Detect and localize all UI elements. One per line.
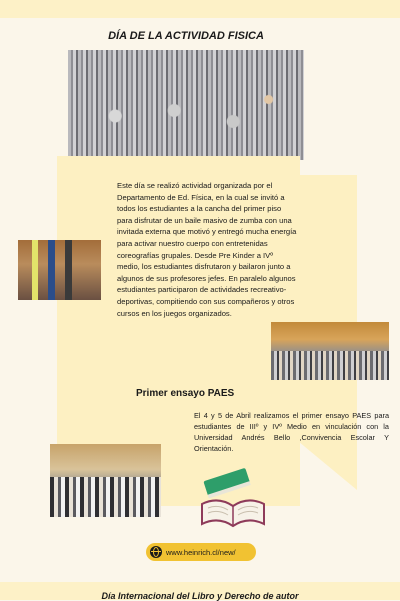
students-patio-photo <box>271 322 389 380</box>
paes-description: El 4 y 5 de Abril realizamos el primer ensayo PAES para estudiantes de IIIº y IVº Medio en vinculación con la Universidad Andrés Bello ,Convivencia Escolar Y Orientación. <box>194 411 389 453</box>
next-section-title: Día Internacional del Libro y Derecho de autor <box>101 591 299 601</box>
paes-section-title: Primer ensayo PAES <box>136 388 235 399</box>
top-band <box>0 0 400 18</box>
globe-icon <box>150 546 162 558</box>
dance-instructors-photo <box>18 240 101 300</box>
activity-description: Este día se realizó actividad organizada por el Departamento de Ed. Física, en la cual se invitó a todos los estudiantes a la cancha del primer piso para disfrutar de un baile masivo de zumba con una invitada externa que motivó y entregó mucha energía para activar nuestro cuerpo con entretenidas coreografías grupales. Desde Pre Kinder a IVº medio, los estudiantes disfrutaron y bailaron junto a algunos de sus profesores jefes. En paralelo algunos estudiantes participaron de actividades recreativo-deportivas, compitiendo con sus compañeros y otros cursos en los juegos organizados. <box>117 181 297 318</box>
website-link-text: www.heinrich.cl/new/ <box>166 547 236 557</box>
zumba-crowd-photo <box>68 50 304 160</box>
website-link[interactable] <box>146 543 256 561</box>
books-icon <box>198 466 268 528</box>
page-title: DÍA DE LA ACTIVIDAD FISICA <box>108 30 264 42</box>
exam-classroom-photo <box>50 444 161 517</box>
